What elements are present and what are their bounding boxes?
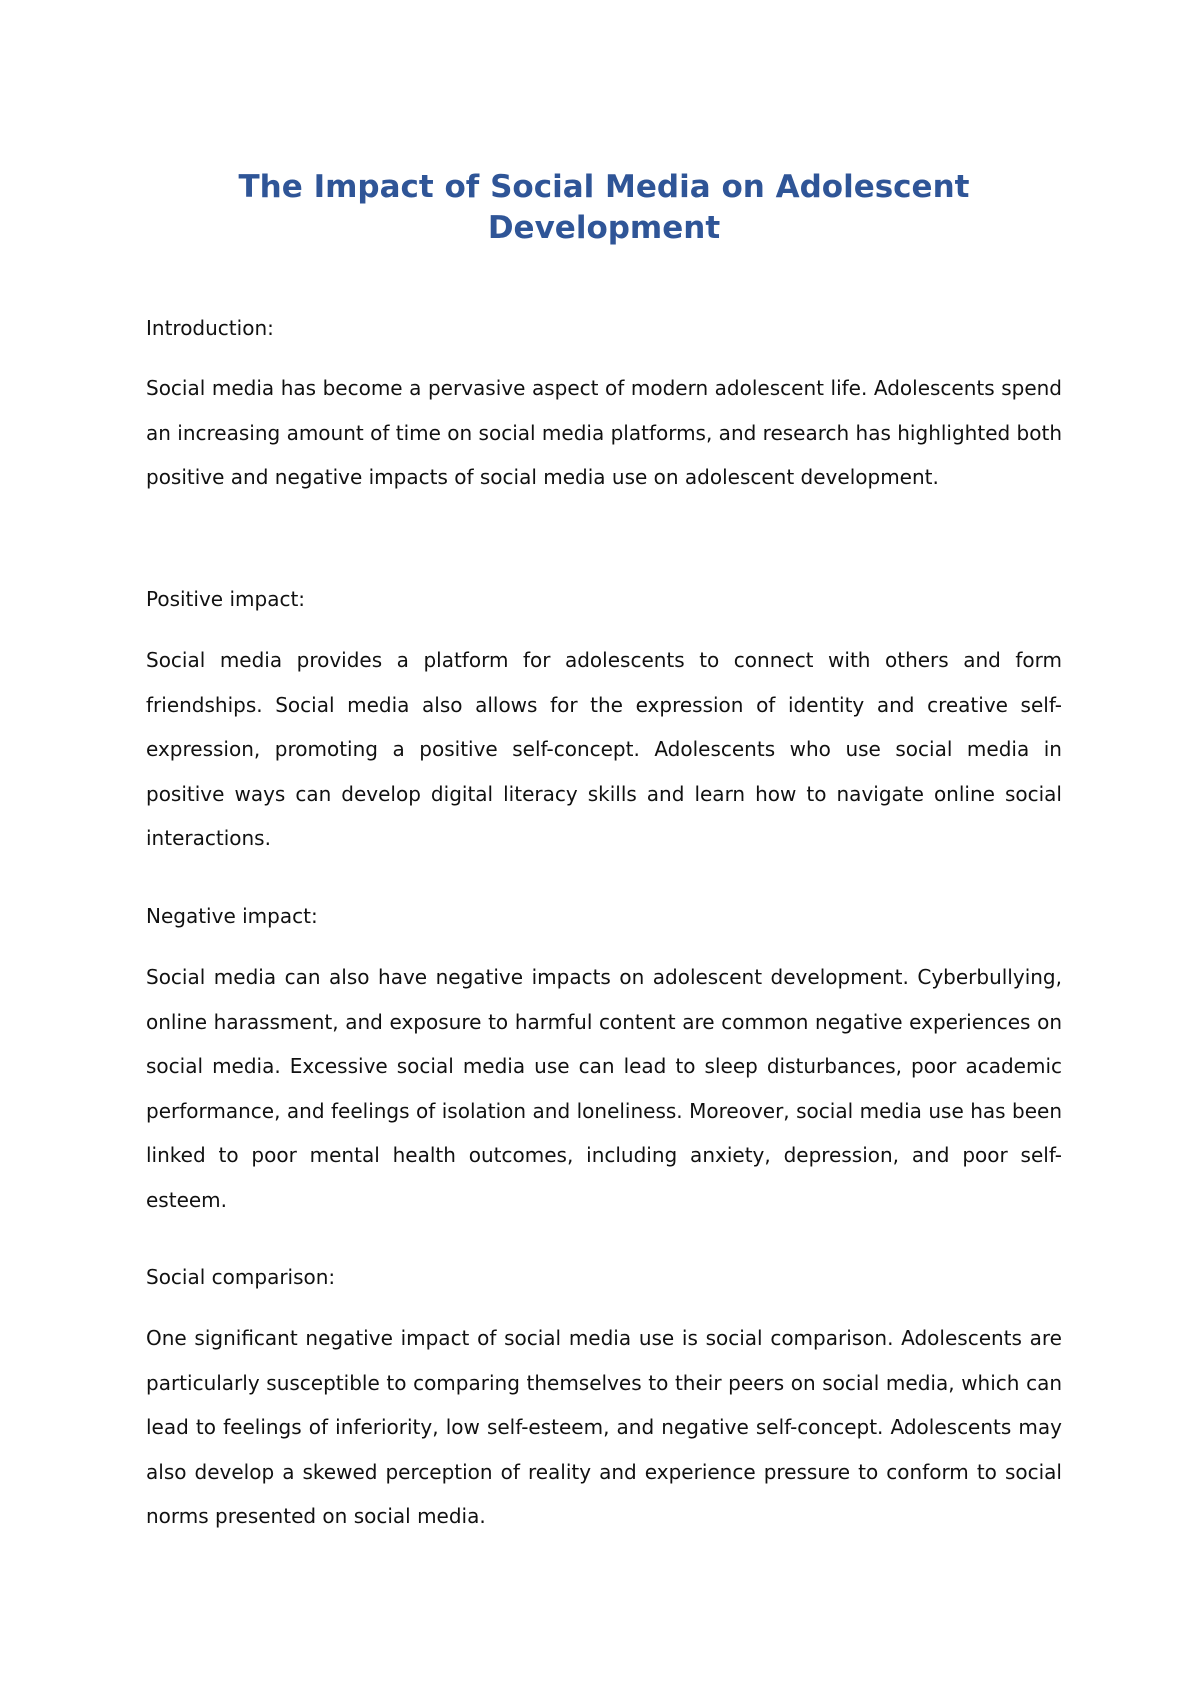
section-heading-introduction: Introduction: <box>146 316 274 340</box>
section-heading-social-comparison: Social comparison: <box>146 1265 336 1289</box>
section-heading-positive-impact: Positive impact: <box>146 587 306 611</box>
section-body-social-comparison: One significant negative impact of social media use is social comparison. Adolescents are particularly susceptible to comparing themselves to their peers on social media, which can lead to feelings of inferiority, low self-esteem, and negative self-concept. Adolescents may also develop a skewed perception of reality and experience pressure to conform to social norms presented on social media. <box>146 1326 1062 1528</box>
section-body-introduction: Social media has become a pervasive aspect of modern adolescent life. Adolescents spend an increasing amount of time on social media platforms, and research has highlighted both positive and negative impacts of social media use on adolescent development. <box>146 376 1062 489</box>
section-body-negative-impact: Social media can also have negative impacts on adolescent development. Cyberbullying, online harassment, and exposure to harmful content are common negative experiences on social media. Excessive social media use can lead to sleep disturbances, poor academic performance, and feelings of isolation and loneliness. Moreover, social media use has been linked to poor mental health outcomes, including anxiety, depression, and poor self-esteem. <box>146 965 1062 1212</box>
section-heading-negative-impact: Negative impact: <box>146 904 318 928</box>
document-page <box>146 0 1062 1698</box>
document-title: The Impact of Social Media on Adolescent Development <box>238 169 970 246</box>
section-body-positive-impact: Social media provides a platform for adolescents to connect with others and form friendships. Social media also allows for the expression of identity and creative self-expression, promoting a positive self-concept. Adolescents who use social media in positive ways can develop digital literacy skills and learn how to navigate online social interactions. <box>146 648 1062 850</box>
